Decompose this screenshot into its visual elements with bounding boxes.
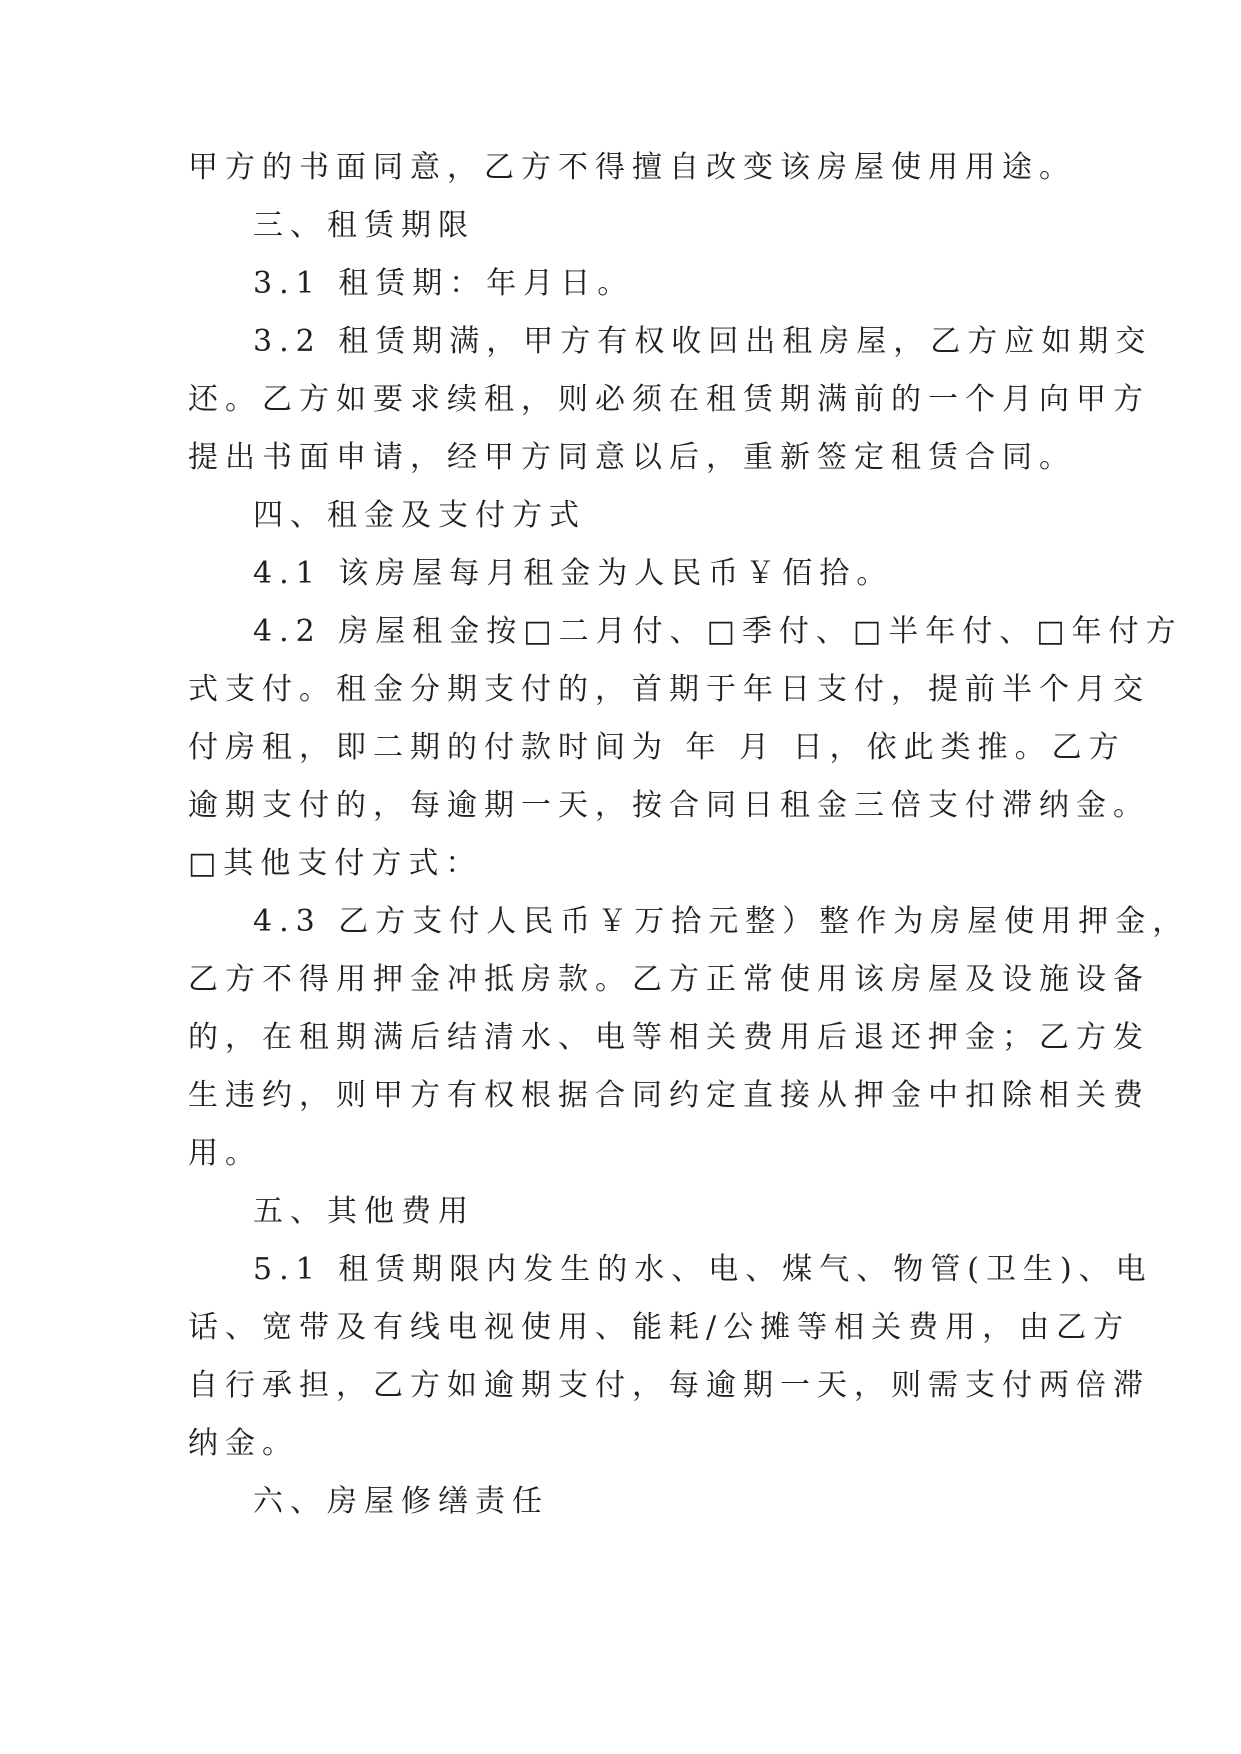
body-text-line: 话、宽带及有线电视使用、能耗/公摊等相关费用，由乙方: [188, 1310, 1131, 1345]
clause-3-2: 3.2 租赁期满，甲方有权收回出租房屋，乙方应如期交: [253, 324, 1153, 359]
body-text-line: 乙方不得用押金冲抵房款。乙方正常使用该房屋及设施设备: [188, 962, 1150, 997]
section-heading-6: 六、房屋修缮责任: [253, 1484, 549, 1519]
section-heading-5: 五、其他费用: [253, 1194, 475, 1229]
body-text-line: 的，在租期满后结清水、电等相关费用后退还押金；乙方发: [188, 1020, 1150, 1055]
body-text-line: 付房租，即二期的付款时间为 年 月 日，依此类推。乙方: [188, 730, 1126, 765]
body-text-line: □其他支付方式：: [188, 846, 483, 881]
body-text-line: 逾期支付的，每逾期一天，按合同日租金三倍支付滞纳金。: [188, 788, 1150, 823]
section-heading-3: 三、租赁期限: [253, 208, 475, 243]
body-text-line: 用。: [188, 1136, 262, 1171]
body-text-line: 式支付。租金分期支付的，首期于年日支付，提前半个月交: [188, 672, 1150, 707]
clause-4-3: 4.3 乙方支付人民币￥万拾元整）整作为房屋使用押金，: [253, 904, 1190, 939]
clause-4-1: 4.1 该房屋每月租金为人民币￥佰拾。: [253, 556, 894, 591]
body-text-line: 甲方的书面同意，乙方不得擅自改变该房屋使用用途。: [188, 150, 1076, 185]
body-text-line: 生违约，则甲方有权根据合同约定直接从押金中扣除相关费: [188, 1078, 1150, 1113]
clause-5-1: 5.1 租赁期限内发生的水、电、煤气、物管(卫生)、电: [253, 1252, 1153, 1287]
body-text-line: 提出书面申请，经甲方同意以后，重新签定租赁合同。: [188, 440, 1076, 475]
section-heading-4: 四、租金及支付方式: [253, 498, 586, 533]
body-text-line: 纳金。: [188, 1426, 299, 1461]
body-text-line: 还。乙方如要求续租，则必须在租赁期满前的一个月向甲方: [188, 382, 1150, 417]
clause-4-2: 4.2 房屋租金按□二月付、□季付、□半年付、□年付方: [253, 614, 1183, 649]
body-text-line: 自行承担，乙方如逾期支付，每逾期一天，则需支付两倍滞: [188, 1368, 1150, 1403]
clause-3-1: 3.1 租赁期：年月日。: [253, 266, 635, 301]
